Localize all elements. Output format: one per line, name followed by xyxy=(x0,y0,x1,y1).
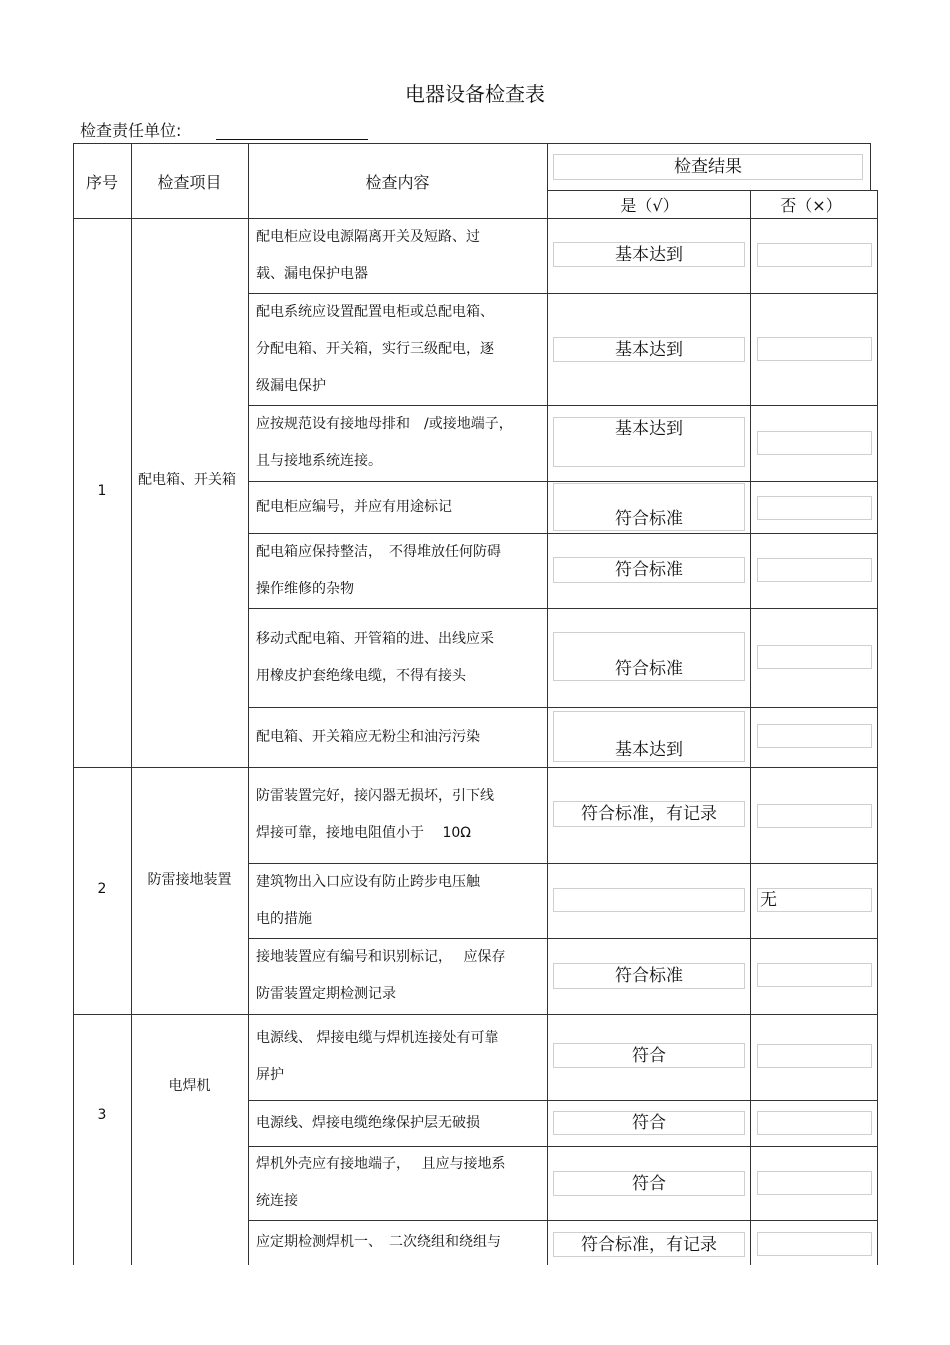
check-content xyxy=(256,1224,544,1261)
row-line xyxy=(73,1014,878,1015)
result-yes-cell[interactable]: 基本达到 xyxy=(553,242,745,267)
check-content-line: 应定期检测焊机一、 二次绕组和绕组与 xyxy=(256,1234,501,1250)
header-no-mark: 否（×） xyxy=(780,196,842,215)
check-content xyxy=(256,406,544,480)
check-content-line: 配电柜应编号，并应有用途标记 xyxy=(256,498,452,515)
check-content-line: 且与接地系统连接。 xyxy=(256,453,382,469)
result-no-cell[interactable] xyxy=(757,1171,872,1195)
check-content-line: 应按规范设有接地母排和 /或接地端子， xyxy=(256,416,513,432)
result-no-cell[interactable] xyxy=(757,645,872,669)
check-content-line: 防雷装置定期检测记录 xyxy=(256,986,396,1002)
check-content xyxy=(256,778,544,852)
check-content-line: 配电柜应设电源隔离开关及短路、过 xyxy=(256,228,480,245)
result-yes-cell[interactable]: 符合标准，有记录 xyxy=(553,801,745,827)
result-yes-cell[interactable]: 基本达到 xyxy=(553,711,745,762)
check-content-line: 配电系统应设置配置电柜或总配电箱、 xyxy=(256,303,494,320)
check-content xyxy=(256,939,544,1013)
check-content-line: 电源线、焊接电缆绝缘保护层无破损 xyxy=(256,1114,480,1131)
header-result: 检查结果 xyxy=(553,154,863,180)
check-content-line: 屏护 xyxy=(256,1067,284,1083)
check-item-label: 电焊机 xyxy=(168,1078,211,1094)
result-yes-cell[interactable]: 符合 xyxy=(553,1171,745,1196)
result-no-cell[interactable]: 无 xyxy=(757,888,872,912)
check-content-line: 用橡皮护套绝缘电缆，不得有接头 xyxy=(256,667,466,684)
header-right-border xyxy=(870,143,871,191)
check-content xyxy=(256,489,544,526)
header-divider xyxy=(548,190,878,191)
row-line xyxy=(73,767,878,768)
check-item-label: 配电箱、开关箱 xyxy=(138,472,236,488)
check-item-label: 防雷接地装置 xyxy=(147,872,232,888)
result-no-cell[interactable] xyxy=(757,1111,872,1135)
result-yes-cell[interactable]: 符合标准，有记录 xyxy=(553,1232,745,1257)
result-no-cell[interactable] xyxy=(757,1044,872,1068)
check-content-line: 级漏电保护 xyxy=(256,377,326,394)
check-content-line: 电源线、 焊接电缆与焊机连接处有可靠 xyxy=(256,1030,499,1046)
check-content-line: 接地装置应有编号和识别标记， 应保存 xyxy=(256,949,506,965)
check-content xyxy=(256,294,544,405)
check-content xyxy=(256,719,544,756)
col-divider-result xyxy=(750,191,751,1265)
check-content xyxy=(256,864,544,938)
result-yes-cell[interactable]: 符合 xyxy=(553,1111,745,1135)
result-yes-cell[interactable]: 符合标准 xyxy=(553,557,745,583)
result-no-cell[interactable] xyxy=(757,1232,872,1256)
responsible-unit-field[interactable] xyxy=(216,139,368,140)
col-divider-item xyxy=(248,143,249,1265)
table-border-top xyxy=(73,143,871,144)
result-no-cell[interactable] xyxy=(757,724,872,748)
check-content-line: 配电箱应保持整洁， 不得堆放任何防碍 xyxy=(256,543,501,560)
result-no-cell[interactable] xyxy=(757,558,872,582)
result-yes-cell[interactable] xyxy=(553,888,745,912)
header-yes: 是（√） xyxy=(620,196,679,215)
check-content-line: 操作维修的杂物 xyxy=(256,580,354,597)
check-content xyxy=(256,534,544,608)
result-no-cell[interactable] xyxy=(757,496,872,520)
check-content xyxy=(256,621,544,695)
row-number: 2 xyxy=(97,880,107,897)
row-line xyxy=(248,707,878,708)
check-content xyxy=(256,1020,544,1094)
row-line xyxy=(248,1220,878,1221)
row-line xyxy=(248,481,878,482)
check-content-line: 防雷装置完好，接闪器无损坏，引下线 xyxy=(256,788,494,804)
check-content xyxy=(256,219,544,293)
row-line xyxy=(248,608,878,609)
check-content-line: 电的措施 xyxy=(256,910,312,927)
check-content-line: 载、漏电保护电器 xyxy=(256,265,368,282)
header-no: 序号 xyxy=(85,173,118,192)
result-yes-cell[interactable]: 符合标准 xyxy=(553,483,745,531)
table-border-right xyxy=(877,191,878,1265)
check-content xyxy=(256,1146,544,1220)
responsible-unit-label: 检查责任单位: xyxy=(80,121,182,140)
check-content xyxy=(256,1105,544,1142)
result-no-cell[interactable] xyxy=(757,337,872,361)
result-no-cell[interactable] xyxy=(757,243,872,267)
check-content-line: 统连接 xyxy=(256,1193,298,1209)
check-content-line: 配电箱、开关箱应无粉尘和油污污染 xyxy=(256,728,480,745)
result-yes-cell[interactable]: 符合标准 xyxy=(553,963,745,989)
check-content-line: 移动式配电箱、开管箱的进、出线应采 xyxy=(256,630,494,647)
result-yes-cell[interactable]: 符合 xyxy=(553,1043,745,1068)
result-no-cell[interactable] xyxy=(757,431,872,455)
result-yes-cell[interactable]: 基本达到 xyxy=(553,337,745,362)
col-divider-content xyxy=(547,143,548,1265)
result-yes-cell[interactable]: 基本达到 xyxy=(553,417,745,467)
result-no-cell[interactable] xyxy=(757,804,872,828)
page-title: 电器设备检查表 xyxy=(405,82,545,106)
header-item: 检查项目 xyxy=(157,173,222,192)
row-number: 1 xyxy=(97,482,107,499)
result-yes-cell[interactable]: 符合标准 xyxy=(553,632,745,681)
header-content: 检查内容 xyxy=(365,173,430,192)
check-content-line: 建筑物出入口应设有防止跨步电压触 xyxy=(256,873,480,890)
row-number: 3 xyxy=(97,1107,107,1123)
check-content-line: 焊接可靠，接地电阻值小于 10Ω xyxy=(256,825,471,841)
check-content-line: 焊机外壳应有接地端子， 且应与接地系 xyxy=(256,1156,506,1172)
check-content-line: 分配电箱、开关箱，实行三级配电，逐 xyxy=(256,340,494,357)
row-line xyxy=(248,1100,878,1101)
result-no-cell[interactable] xyxy=(757,963,872,987)
table-border-left xyxy=(73,143,74,1265)
